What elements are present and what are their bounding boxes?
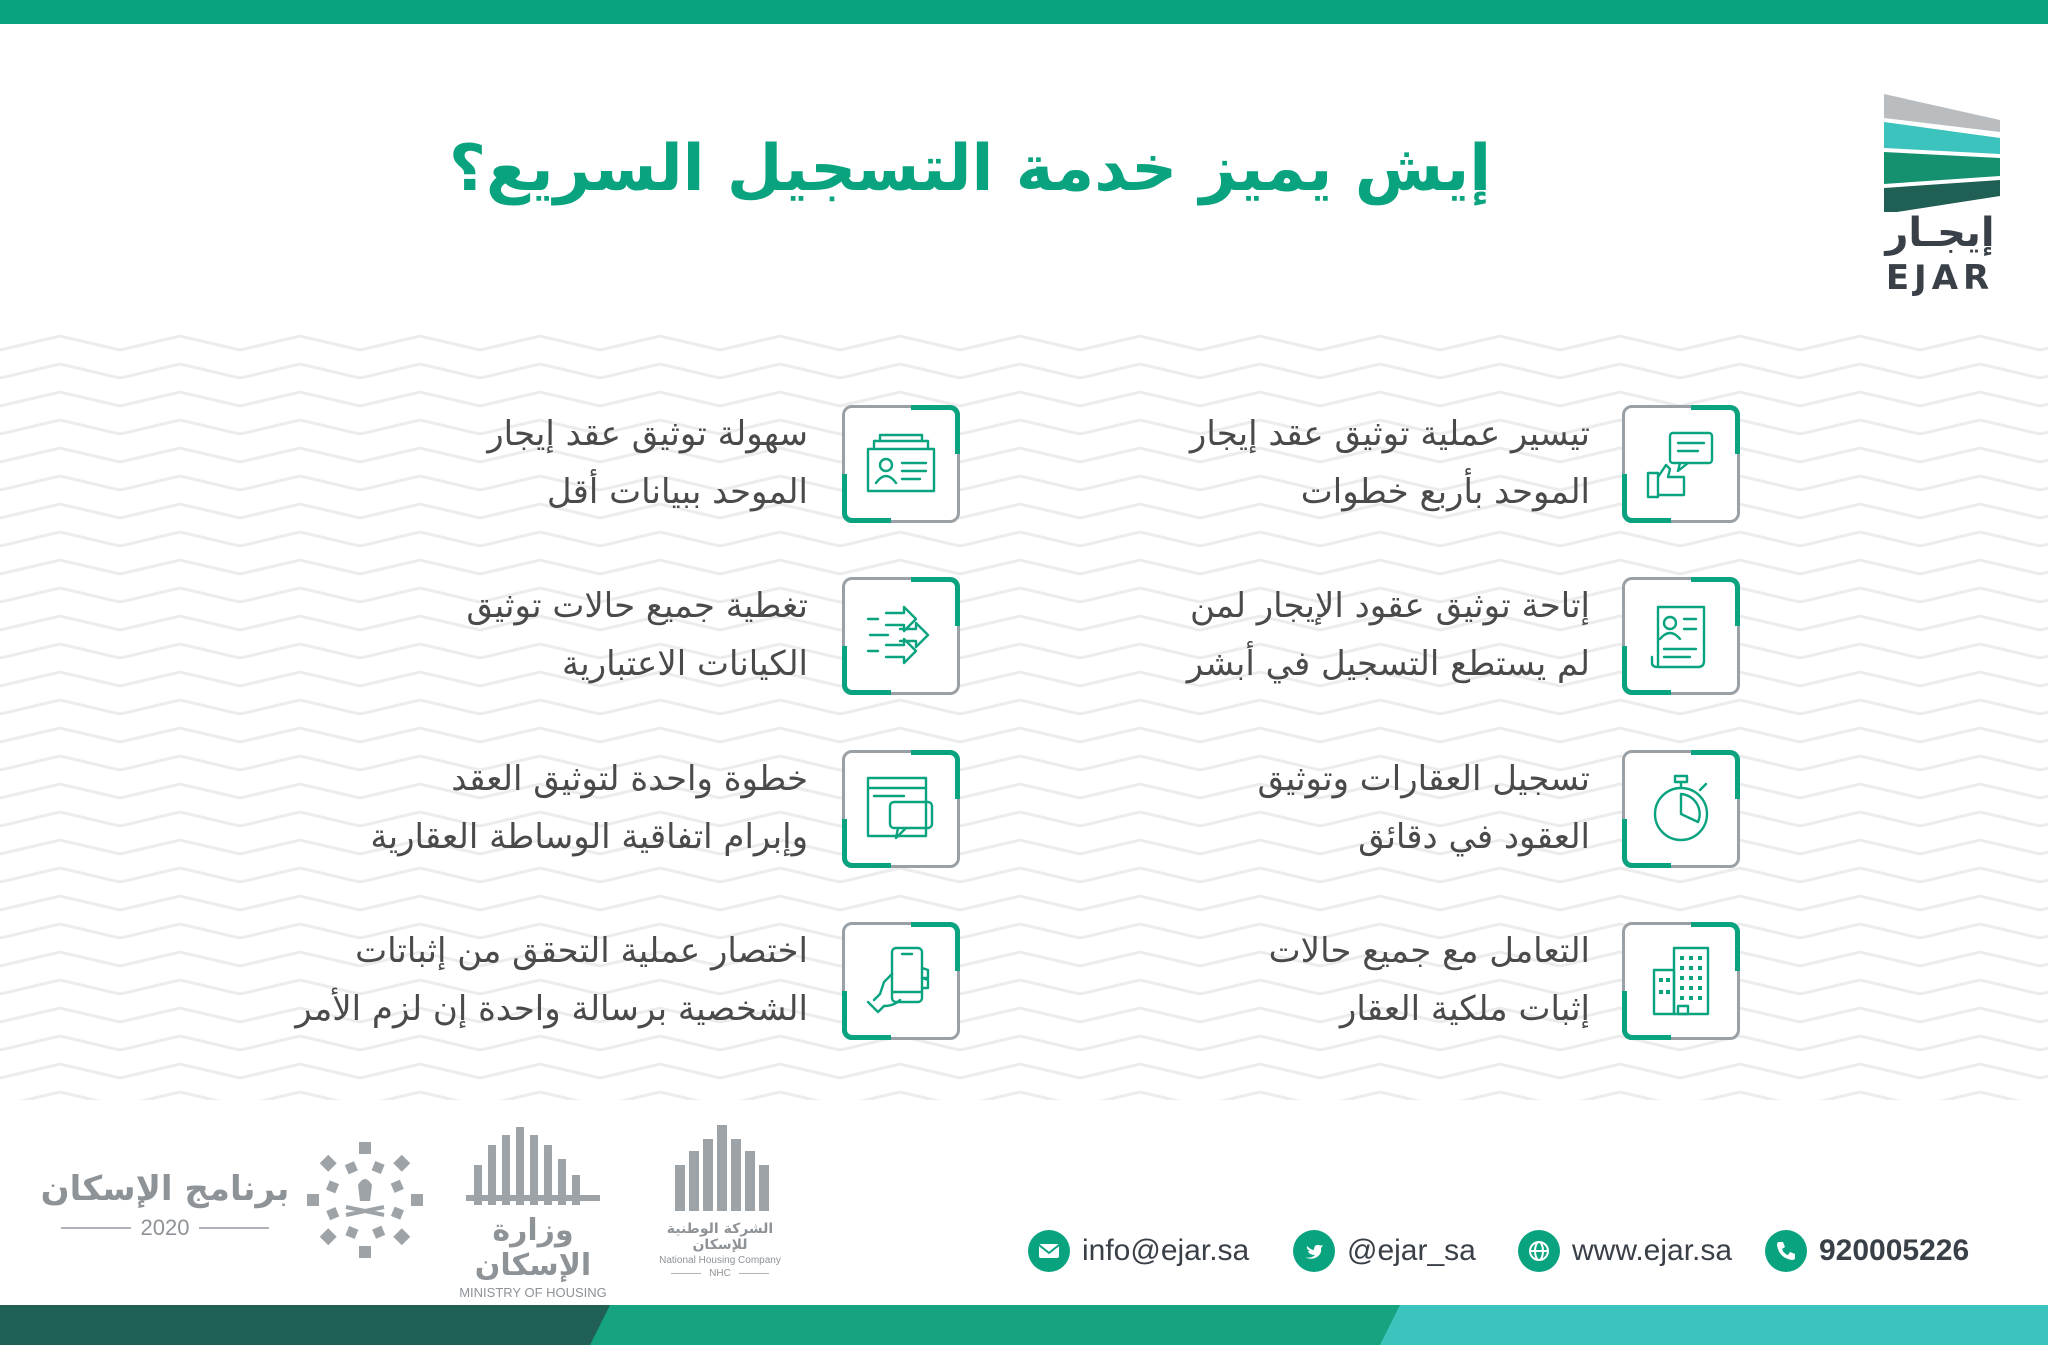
feature-line: سهولة توثيق عقد إيجار [487, 414, 808, 454]
feature-icon-box [842, 405, 960, 523]
nhc-name-english: National Housing Company [659, 1255, 781, 1266]
feature-icon-box [1622, 922, 1740, 1040]
feature-icon-box [1622, 577, 1740, 695]
feature-icon-box [1622, 750, 1740, 868]
feature-item [1120, 750, 1740, 870]
feature-line: لم يستطع التسجيل في أبشر [1186, 644, 1590, 684]
globe-icon [1518, 1230, 1560, 1272]
feature-line: الموحد ببيانات أقل [546, 472, 808, 512]
feature-icon-box [842, 922, 960, 1040]
program-name: برنامج الإسكان [40, 1169, 290, 1209]
feature-item [1120, 405, 1740, 525]
feature-line: تسجيل العقارات وتوثيق [1257, 759, 1590, 799]
brand-name-english: EJAR [1885, 258, 1995, 298]
phone-contact[interactable] [1765, 1228, 1969, 1274]
ejar-logo [1870, 92, 2010, 302]
vision-star-emblem-icon [300, 1135, 430, 1265]
stopwatch-icon [1644, 772, 1718, 846]
hand-phone-icon [864, 944, 938, 1018]
nhc-towers-mark-icon [645, 1125, 795, 1211]
website-contact[interactable] [1518, 1228, 1732, 1274]
feature-line: إثبات ملكية العقار [1339, 989, 1590, 1029]
phone-icon [1765, 1230, 1807, 1272]
nhc-name-arabic: الشركة الوطنية للإسكان [666, 1221, 774, 1253]
feature-item [1120, 922, 1740, 1042]
feature-item [300, 750, 960, 870]
browser-chat-icon [864, 772, 938, 846]
id-card-stack-icon [864, 427, 938, 501]
email-contact[interactable] [1028, 1228, 1249, 1274]
top-accent-bar [0, 0, 2048, 24]
feature-line: تيسير عملية توثيق عقد إيجار [1189, 414, 1590, 454]
twitter-icon [1293, 1230, 1335, 1272]
phone-label[interactable]: 920005226 [1819, 1234, 1970, 1267]
feature-line: العقود في دقائق [1358, 817, 1590, 857]
feature-line: اختصار عملية التحقق من إثباتات [355, 931, 808, 971]
thumbs-up-chat-icon [1644, 427, 1718, 501]
feature-item [300, 577, 960, 697]
email-label[interactable]: info@ejar.sa [1082, 1234, 1250, 1267]
program-year: 2020 [140, 1215, 190, 1240]
feature-line: إتاحة توثيق عقود الإيجار لمن [1190, 586, 1590, 626]
feature-line: الشخصية برسالة واحدة إن لزم الأمر [295, 989, 808, 1029]
feature-line: الموحد بأربع خطوات [1300, 472, 1590, 512]
twitter-contact[interactable] [1293, 1228, 1476, 1274]
feature-line: تغطية جميع حالات توثيق [466, 586, 808, 626]
arrows-forward-icon [864, 599, 938, 673]
brand-name-arabic: إيجـار [1885, 210, 1995, 256]
feature-line: وإبرام اتفاقية الوساطة العقارية [370, 817, 808, 857]
feature-line: التعامل مع جميع حالات [1268, 931, 1590, 971]
feature-item [1120, 577, 1740, 697]
feature-item [295, 922, 960, 1042]
bottom-accent-bar [0, 1305, 2048, 1345]
feature-line: الكيانات الاعتبارية [562, 644, 808, 684]
document-scroll-icon [1644, 599, 1718, 673]
national-housing-company-logo [645, 1125, 795, 1279]
housing-program-logo [40, 1125, 290, 1241]
ministry-name-arabic: وزارة الإسكان [474, 1213, 592, 1283]
nhc-abbreviation: NHC [709, 1268, 731, 1279]
feature-icon-box [842, 750, 960, 868]
feature-icon-box [842, 577, 960, 695]
feature-icon-box [1622, 405, 1740, 523]
twitter-label[interactable]: @ejar_sa [1347, 1234, 1476, 1267]
ministry-name-english: MINISTRY OF HOUSING [459, 1285, 607, 1300]
mail-icon [1028, 1230, 1070, 1272]
page-title: إيش يميز خدمة التسجيل السريع؟ [448, 132, 1492, 206]
building-icon [1644, 944, 1718, 1018]
ministry-building-mark-icon [448, 1125, 618, 1207]
feature-line: خطوة واحدة لتوثيق العقد [451, 759, 808, 799]
ejar-logo-mark-icon [1870, 92, 2010, 212]
website-label[interactable]: www.ejar.sa [1572, 1234, 1733, 1267]
ministry-of-housing-logo [448, 1125, 618, 1300]
feature-item [300, 405, 960, 525]
